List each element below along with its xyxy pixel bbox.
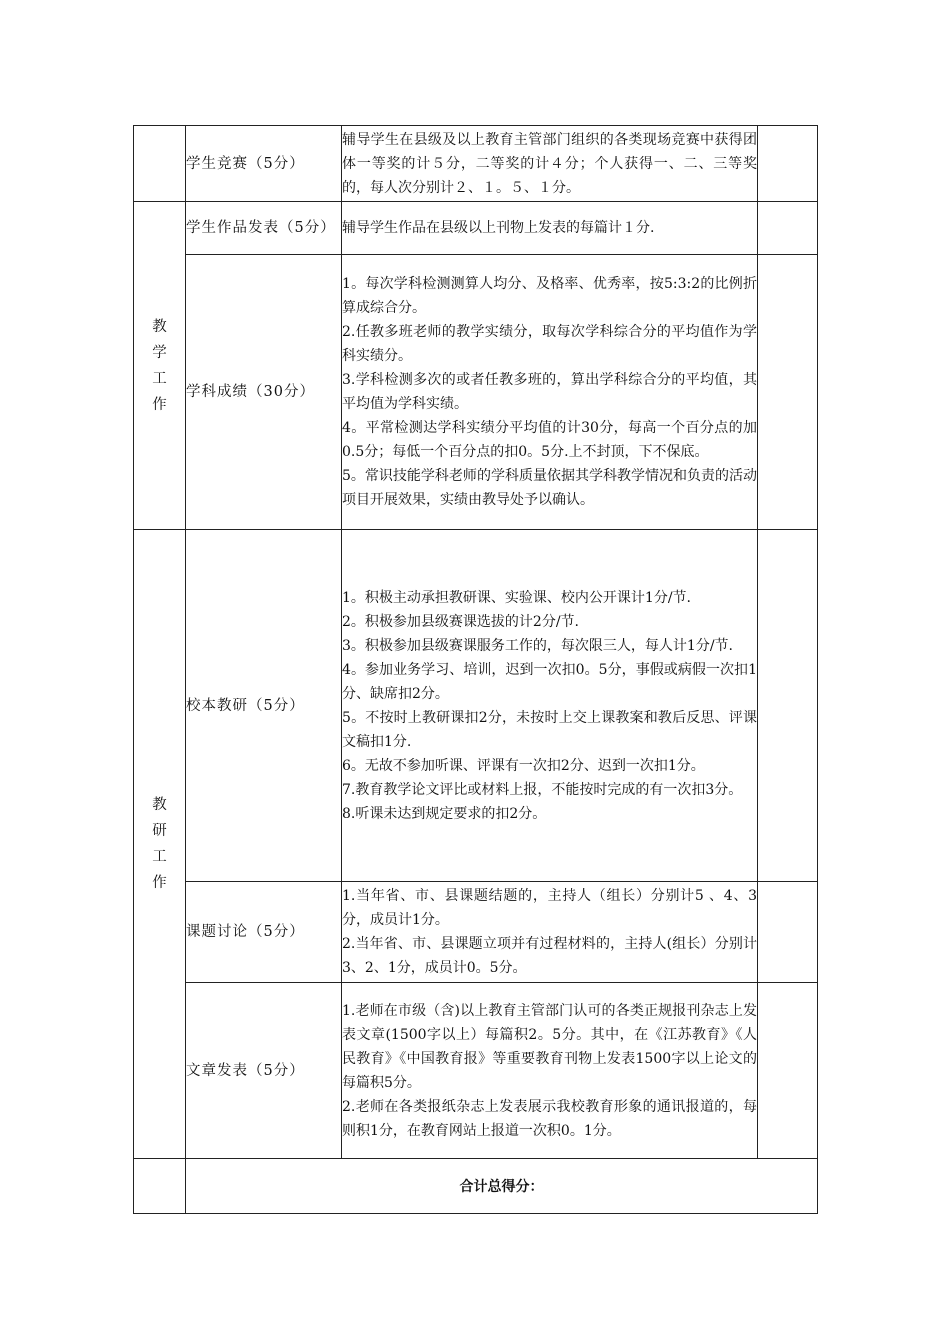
score-cell xyxy=(758,126,818,202)
row-article-publication xyxy=(134,983,818,1159)
desc-student-publication: 辅导学生作品在县级以上刊物上发表的每篇计１分. xyxy=(342,202,758,255)
desc-article-publication: 1.老师在市级（含)以上教育主管部门认可的各类正规报刊杂志上发表文章(1500字以上）每篇积2。5分。其中，在《江苏教育》《人民教育》《中国教育报》等重要教育刊物上发表1500字以上论文的每篇积5分。 2.老师在各类报纸杂志上发表展示我校教育形象的通讯报道的，每则积1分，在教育网站上报道一次积0。1分。 xyxy=(342,983,758,1159)
total-score-label: 合计总得分： xyxy=(186,1159,818,1214)
row-student-publication xyxy=(134,202,818,255)
desc-student-competition: 辅导学生在县级及以上教育主管部门组织的各类现场竞赛中获得团体一等奖的计５分，二等奖的计４分；个人获得一、二、三等奖的，每人次分别计２、１。５、１分。 xyxy=(342,126,758,202)
row-school-research xyxy=(134,530,818,882)
item-subject-scores: 学科成绩（30分） xyxy=(186,255,342,530)
evaluation-table xyxy=(133,125,818,1214)
item-school-research: 校本教研（5分） xyxy=(186,530,342,882)
category-research-label: 教 研 工 作 xyxy=(152,797,167,891)
item-student-competition: 学生竞赛（5分） xyxy=(186,126,342,202)
desc-school-research: 1。积极主动承担教研课、实验课、校内公开课计1分/节. 2。积极参加县级赛课选拔的计2分/节. 3。积极参加县级赛课服务工作的，每次限三人，每人计1分/节. 4。参加业务学习、培训，迟到一次扣0。5分，事假或病假一次扣1分、缺席扣2分。 5。不按时上教研课扣2分，未按时上交上课教案和教后反思、评课文稿扣1分. 6。无故不参加听课、评课有一次扣2分、迟到一次扣1分。 7.教育教学论文评比或材料上报，不能按时完成的有一次扣3分。 8.听课未达到规定要求的扣2分。 xyxy=(342,530,758,882)
desc-topic-discussion: 1.当年省、市、县课题结题的，主持人（组长）分别计5 、4、3分，成员计1分。 2.当年省、市、县课题立项并有过程材料的，主持人(组长）分别计3、2、1分，成员计0。5分。 xyxy=(342,882,758,983)
item-student-publication: 学生作品发表（5分） xyxy=(186,202,342,255)
row-total xyxy=(134,1159,818,1214)
item-article-publication: 文章发表（5分） xyxy=(186,983,342,1159)
category-teaching-label: 教 学 工 作 xyxy=(152,318,167,413)
category-cell-empty xyxy=(134,126,186,202)
category-research xyxy=(134,530,186,1159)
item-topic-discussion: 课题讨论（5分） xyxy=(186,882,342,983)
row-subject-scores xyxy=(134,255,818,530)
total-category-cell xyxy=(134,1159,186,1214)
row-student-competition xyxy=(134,126,818,202)
desc-subject-scores: 1。每次学科检测测算人均分、及格率、优秀率，按5:3:2的比例折算成综合分。 2.任教多班老师的教学实绩分，取每次学科综合分的平均值作为学科实绩分。 3.学科检测多次的或者任教多班的，算出学科综合分的平均值，其平均值为学科实绩。 4。平常检测达学科实绩分平均值的计30分，每高一个百分点的加0.5分；每低一个百分点的扣0。5分.上不封顶，下不保底。 5。常识技能学科老师的学科质量依据其学科教学情况和负责的活动项目开展效果，实绩由教导处予以确认。 xyxy=(342,255,758,530)
category-teaching xyxy=(134,202,186,530)
score-cell xyxy=(758,530,818,882)
score-cell xyxy=(758,983,818,1159)
score-cell xyxy=(758,882,818,983)
row-topic-discussion xyxy=(134,882,818,983)
score-cell xyxy=(758,255,818,530)
score-cell xyxy=(758,202,818,255)
